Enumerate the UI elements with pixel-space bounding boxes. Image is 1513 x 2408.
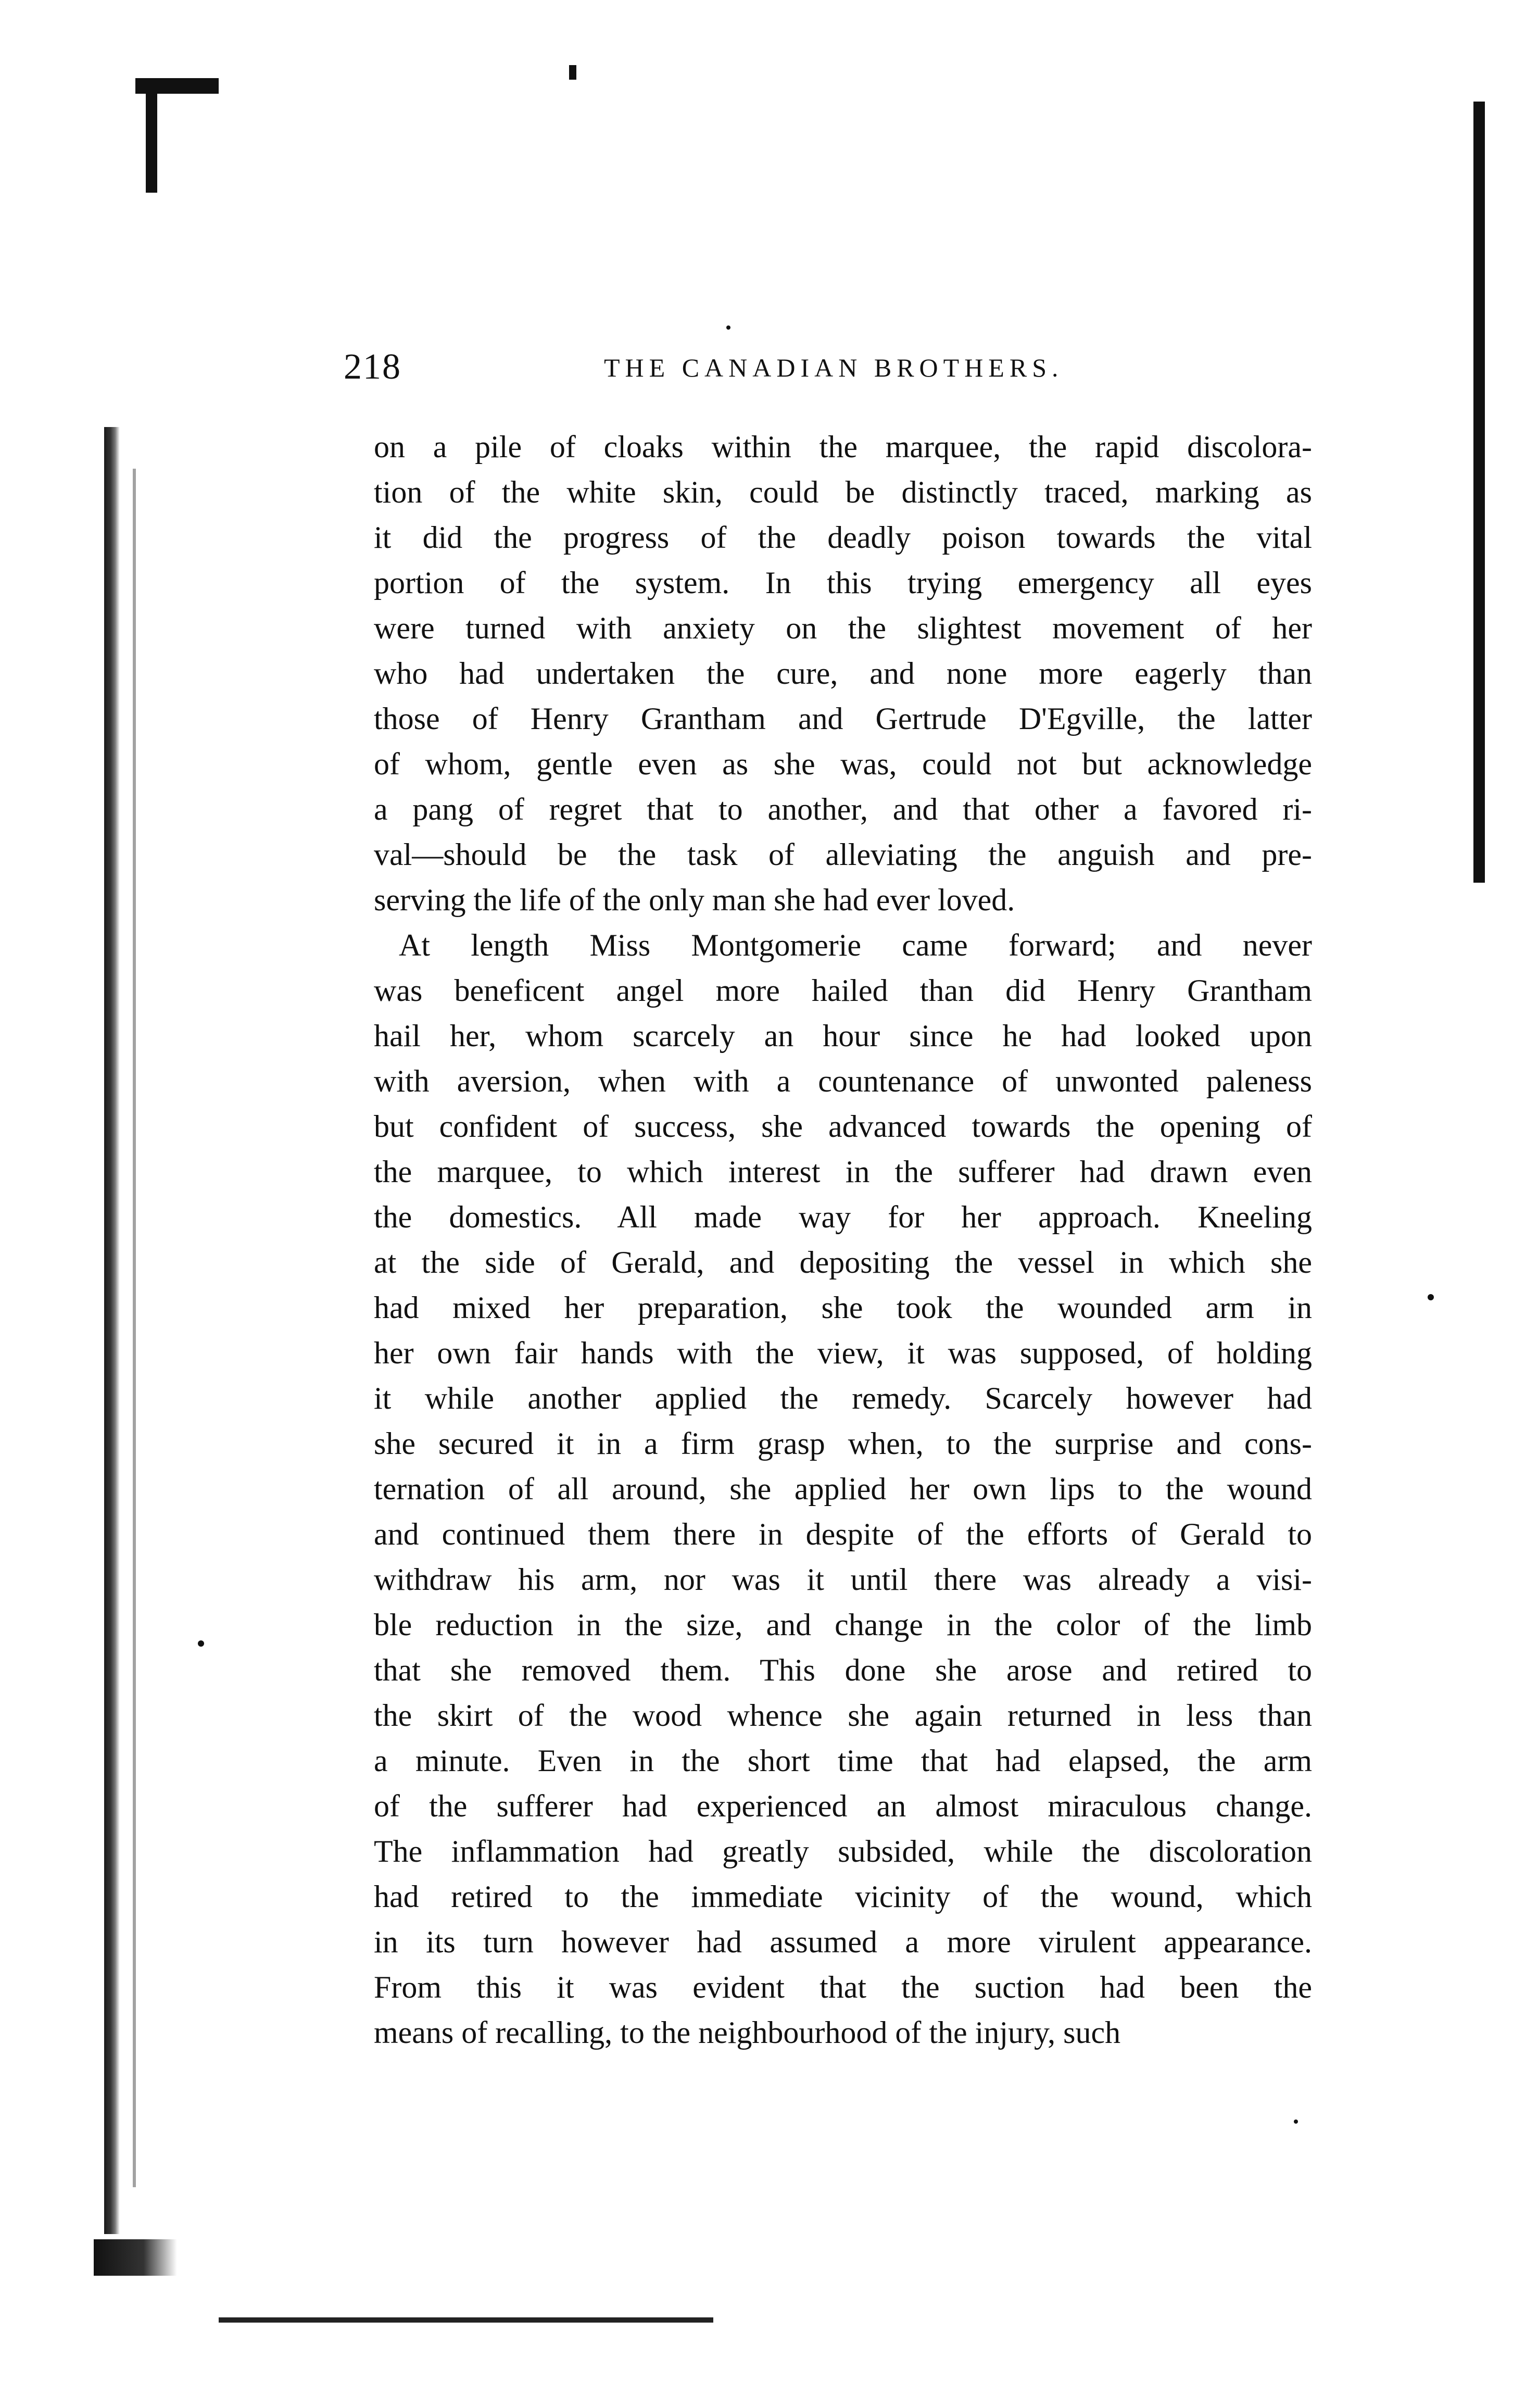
- text-line: tion of the white skin, could be distinctly traced, marking as: [374, 475, 1312, 509]
- page-number: 218: [344, 347, 401, 387]
- text-line: hail her, whom scarcely an hour since he had looked upon: [374, 1019, 1312, 1053]
- text-line: a minute. Even in the short time that had elapsed, the arm: [374, 1744, 1312, 1778]
- text-line: those of Henry Grantham and Gertrude D'Egville, the latter: [374, 701, 1312, 736]
- text-line: withdraw his arm, nor was it until there was already a visi-: [374, 1562, 1312, 1597]
- text-line: was beneficent angel more hailed than did Henry Grantham: [374, 973, 1312, 1008]
- text-line: The inflammation had greatly subsided, while the discoloration: [374, 1834, 1312, 1868]
- text-line: at the side of Gerald, and depositing the vessel in which she: [374, 1245, 1312, 1280]
- text-line: who had undertaken the cure, and none more eagerly than: [374, 656, 1312, 691]
- text-line: the marquee, to which interest in the sufferer had drawn even: [374, 1155, 1312, 1189]
- page-header: [344, 346, 1322, 393]
- body-text: [374, 424, 1312, 2055]
- scan-artifact-bottom-rule: [219, 2317, 713, 2323]
- text-line: with aversion, when with a countenance of unwonted paleness: [374, 1064, 1312, 1098]
- text-line: had retired to the immediate vicinity of the wound, which: [374, 1879, 1312, 1914]
- scan-speck: [198, 1640, 204, 1647]
- text-line: but confident of success, she advanced towards the opening of: [374, 1109, 1312, 1144]
- text-line: ble reduction in the size, and change in the color of the limb: [374, 1608, 1312, 1642]
- text-line: on a pile of cloaks within the marquee, the rapid discolora-: [374, 430, 1312, 464]
- text-line: her own fair hands with the view, it was supposed, of holding: [374, 1336, 1312, 1370]
- text-line: she secured it in a firm grasp when, to the surprise and cons-: [374, 1426, 1312, 1461]
- running-head: THE CANADIAN BROTHERS.: [604, 353, 1064, 382]
- text-line: At length Miss Montgomerie came forward; and never: [399, 928, 1312, 962]
- paragraph: [374, 923, 1312, 2055]
- text-line: of the sufferer had experienced an almost miraculous change.: [374, 1789, 1312, 1823]
- text-line: portion of the system. In this trying emergency all eyes: [374, 566, 1312, 600]
- scan-artifact-top-left-vertical: [146, 83, 157, 193]
- text-line: the domestics. All made way for her approach. Kneeling: [374, 1200, 1312, 1234]
- paragraph: [374, 424, 1312, 923]
- text-line: val—should be the task of alleviating the anguish and pre-: [374, 837, 1312, 872]
- text-line: means of recalling, to the neighbourhood of the injury, such: [374, 2015, 1121, 2050]
- scan-speck: [1294, 2119, 1298, 2124]
- scan-artifact-top-dot: [569, 65, 576, 80]
- text-line: From this it was evident that the suction had been the: [374, 1970, 1312, 2004]
- text-line: had mixed her preparation, she took the wounded arm in: [374, 1290, 1312, 1325]
- scan-speck: [1428, 1294, 1434, 1300]
- text-line: serving the life of the only man she had ever loved.: [374, 883, 1015, 917]
- text-line: it while another applied the remedy. Scarcely however had: [374, 1381, 1312, 1415]
- text-line: were turned with anxiety on the slightest movement of her: [374, 611, 1312, 645]
- binding-shadow-line: [133, 469, 136, 2187]
- text-line: in its turn however had assumed a more virulent appearance.: [374, 1925, 1312, 1959]
- text-line: of whom, gentle even as she was, could not but acknowledge: [374, 747, 1312, 781]
- text-line: that she removed them. This done she arose and retired to: [374, 1653, 1312, 1687]
- text-line: the skirt of the wood whence she again returned in less than: [374, 1698, 1312, 1733]
- text-line: it did the progress of the deadly poison towards the vital: [374, 520, 1312, 555]
- scan-artifact-right-bar: [1473, 102, 1485, 883]
- binding-shadow: [104, 427, 120, 2234]
- text-line: a pang of regret that to another, and that other a favored ri-: [374, 792, 1312, 826]
- scan-speck: [726, 325, 730, 330]
- text-line: ternation of all around, she applied her own lips to the wound: [374, 1472, 1312, 1506]
- scan-artifact-bottom-left: [94, 2239, 177, 2276]
- text-line: and continued them there in despite of the efforts of Gerald to: [374, 1517, 1312, 1551]
